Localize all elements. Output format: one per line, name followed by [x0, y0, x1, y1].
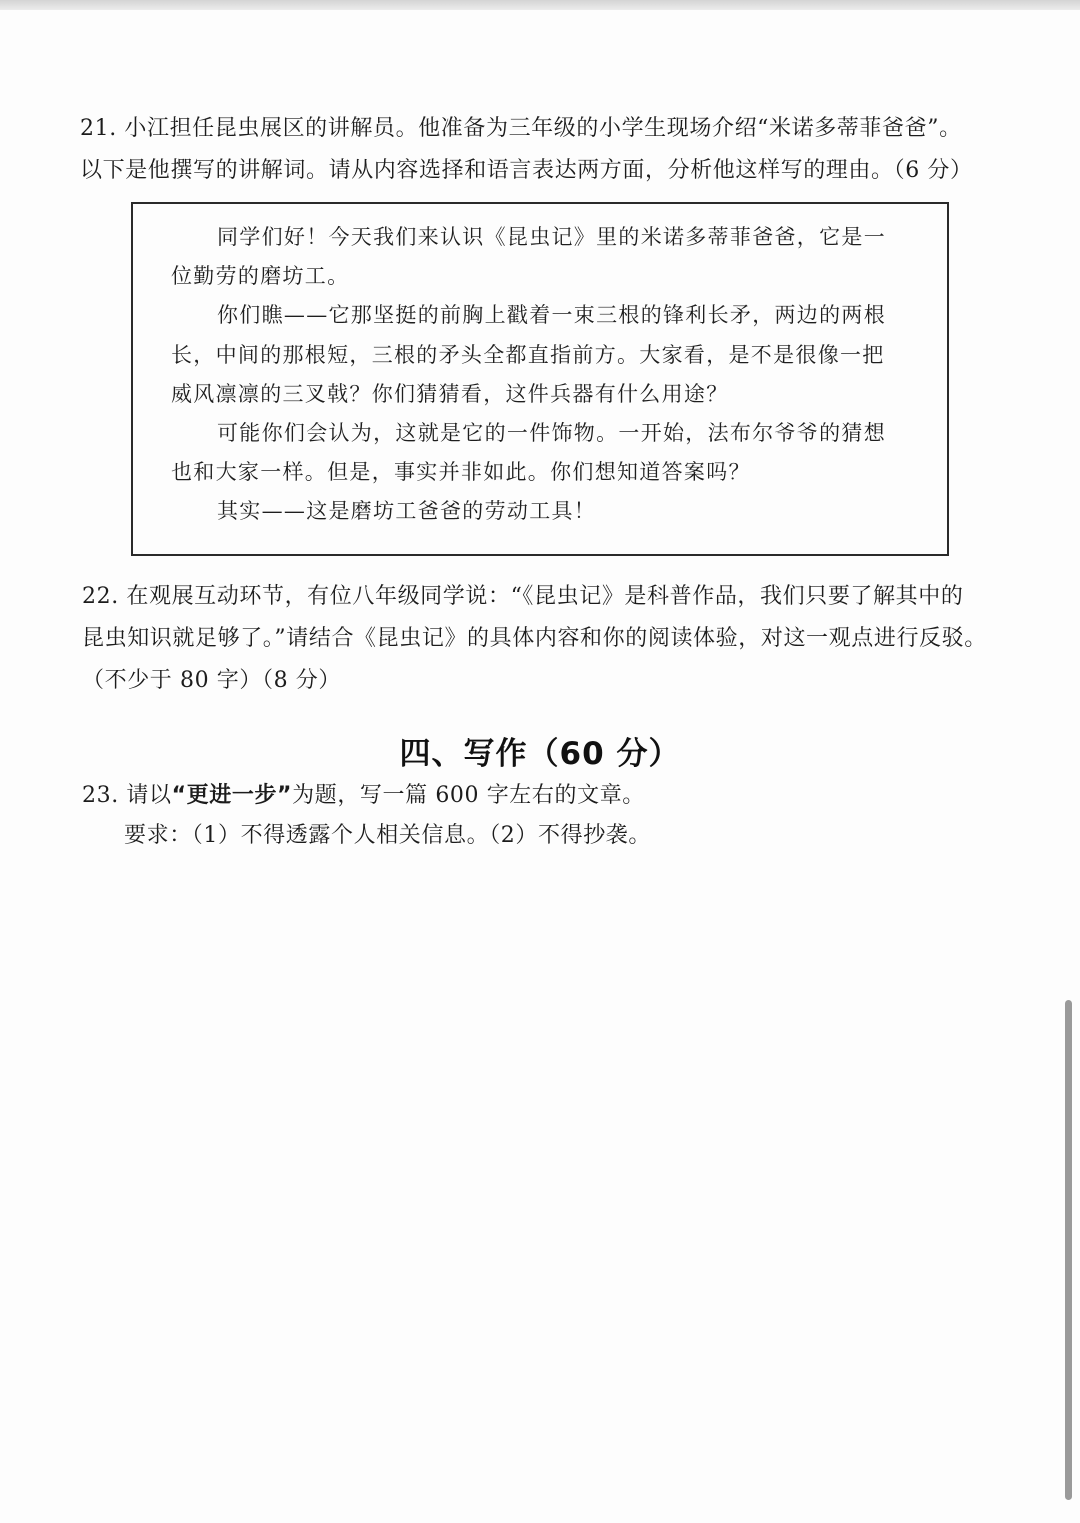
- passage-line: 同学们好！今天我们来认识《昆虫记》里的米诺多蒂菲爸爸，它是一: [217, 225, 886, 249]
- question-22-line-2: 昆虫知识就足够了。”请结合《昆虫记》的具体内容和你的阅读体验，对这一观点进行反驳。: [82, 626, 987, 651]
- question-21-line-2: 以下是他撰写的讲解词。请从内容选择和语言表达两方面，分析他这样写的理由。（6 分）: [80, 158, 973, 183]
- question-23-prompt: [82, 776, 1012, 816]
- question-23: [82, 776, 1012, 856]
- passage-paragraph-1: [171, 218, 916, 296]
- question-22-line-3: （不少于 80 字）（8 分）: [82, 668, 341, 693]
- essay-topic: “更进一步”: [171, 783, 293, 808]
- section-writing-title: 四、写作（60 分）: [399, 736, 681, 772]
- passage-paragraph-3: [171, 414, 916, 492]
- passage-line: 你们瞧——它那坚挺的前胸上戳着一束三根的锋利长矛，两边的两根: [217, 303, 886, 328]
- speech-passage-box: [131, 202, 949, 556]
- passage-line: 威风凛凛的三叉戟？你们猜猜看，这件兵器有什么用途？: [171, 381, 729, 406]
- passage-line: 也和大家一样。但是，事实并非如此。你们想知道答案吗？: [171, 460, 751, 485]
- passage-paragraph-4: [171, 492, 916, 531]
- passage-paragraph-2: [171, 296, 916, 414]
- top-shadow-bar: [0, 0, 1080, 10]
- question-23-suffix: 为题，写一篇 600 字左右的文章。: [292, 783, 645, 808]
- passage-line: 长，中间的那根短，三根的矛头全都直指前方。大家看，是不是很像一把: [171, 342, 885, 367]
- question-21-line-1: 21. 小江担任昆虫展区的讲解员。他准备为三年级的小学生现场介绍“米诺多蒂菲爸爸”。: [80, 116, 962, 141]
- speech-passage-text: [171, 218, 916, 532]
- question-22-line-1: 22. 在观展互动环节，有位八年级同学说：“《昆虫记》是科普作品，我们只要了解其中的: [82, 584, 964, 609]
- passage-line: 其实——这是磨坊工爸爸的劳动工具！: [217, 499, 597, 524]
- question-21: [80, 108, 1010, 192]
- scrollbar-thumb[interactable]: [1065, 1000, 1072, 1500]
- question-23-requirements: 要求：（1）不得透露个人相关信息。（2）不得抄袭。: [124, 823, 651, 848]
- question-22: [82, 576, 1012, 702]
- passage-line: 可能你们会认为，这就是它的一件饰物。一开始，法布尔爷爷的猜想: [217, 421, 886, 446]
- passage-line: 位勤劳的磨坊工。: [171, 264, 350, 289]
- question-23-prefix: 23. 请以: [82, 783, 172, 808]
